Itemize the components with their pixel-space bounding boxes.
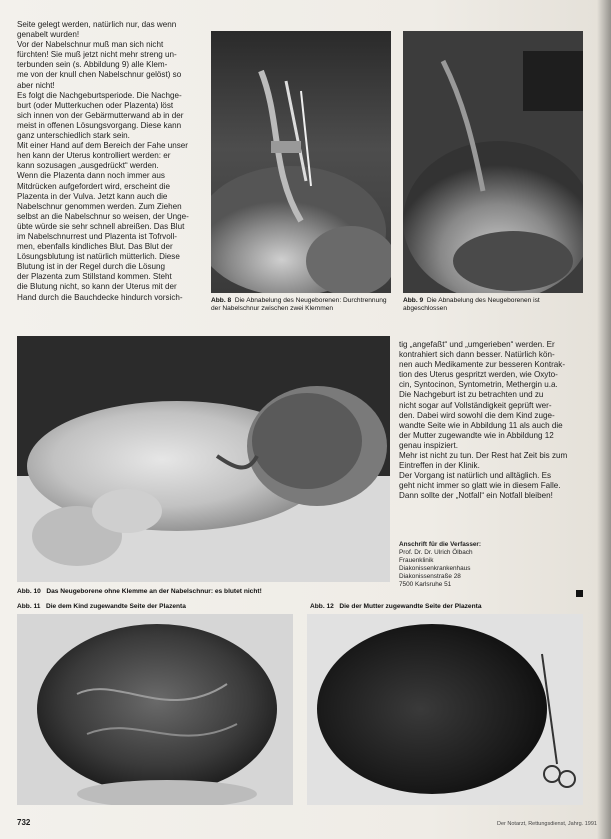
text-line: terbunden sein (s. Abbildung 9) alle Klem- (17, 60, 168, 70)
text-line: genabelt wurden! (17, 30, 80, 40)
end-of-article-mark (576, 590, 583, 597)
text-line: geht nicht immer so glatt wie in diesem Falle. (399, 481, 561, 491)
address-line: Diakonissenstraße 28 (399, 573, 461, 581)
text-line: nen auch Medikamente zur besseren Kontrak- (399, 360, 566, 370)
text-line: burt (oder Mutterkuchen oder Plazenta) löst (17, 100, 174, 110)
text-line: Dann sollte der „Notfall“ ein Notfall bleiben! (399, 491, 553, 501)
address-line: Frauenklinik (399, 557, 434, 565)
address-title: Anschrift für die Verfasser: (399, 541, 482, 548)
text-line: Vor der Nabelschnur muß man sich nicht (17, 40, 164, 50)
caption-fig8-label: Abb. 8 (211, 297, 232, 304)
caption-fig8 (211, 297, 393, 313)
text-line: Der Vorgang ist natürlich und alltäglich. Es (399, 471, 552, 481)
caption-fig10-text: Das Neugeborene ohne Klemme an der Nabelschnur: es blutet nicht! (46, 588, 262, 595)
caption-fig12-text: Die der Mutter zugewandte Seite der Plazenta (339, 603, 482, 610)
photo-fig9-cord-cut (403, 31, 583, 293)
text-line: im Nabelschnurrest und Plazenta ist Tofrvoll- (17, 231, 177, 241)
text-line: selbst an die Nabelschnur so weisen, der Unge- (17, 211, 189, 221)
author-address (399, 541, 559, 590)
caption-fig11 (17, 603, 297, 611)
text-line: Seite gelegt werden, natürlich nur, das wenn (17, 20, 177, 29)
photo-fig12-placenta-maternal-side (307, 614, 583, 805)
address-line: Prof. Dr. Dr. Ulrich Ölbach (399, 549, 473, 557)
text-line: übte würde sie sehr schnell abreißen. Das Blut (17, 221, 185, 231)
text-line: fürchten! Sie muß jetzt nicht mehr streng un- (17, 50, 177, 60)
caption-fig9-text: Die Abnabelung des Neugeborenen ist abgeschlossen (403, 297, 540, 312)
page-number: 732 (17, 818, 31, 827)
caption-fig12-label: Abb. 12 (310, 603, 334, 610)
caption-fig10-label: Abb. 10 (17, 588, 41, 595)
text-line: die Blutung nicht, so kann der Uterus mit der (17, 282, 177, 292)
photo-fig10-newborn (17, 336, 390, 582)
text-line: tion des Uterus gespritzt werden, wie Oxyto- (399, 370, 558, 380)
body-text-column-right (399, 340, 583, 502)
text-line: Eintreffen in der Klinik. (399, 461, 480, 471)
text-line: me von der knull chen Nabelschnur gelöst) so (17, 70, 182, 80)
text-line: tig „angefaßt“ und „umgerieben“ werden. Er (399, 340, 555, 349)
caption-fig8-text: Die Abnabelung des Neugeborenen: Durchtrennung der Nabelschnur zwischen zwei Klemmen (211, 297, 387, 312)
text-line: Mehr ist nicht zu tun. Der Rest hat Zeit bis zum (399, 451, 568, 461)
caption-fig12 (310, 603, 590, 611)
text-line: Hand durch die Bauchdecke hindurch vorsich- (17, 292, 183, 302)
text-line: Es folgt die Nachgeburtsperiode. Die Nachge- (17, 90, 182, 100)
caption-fig11-text: Die dem Kind zugewandte Seite der Plazenta (45, 603, 186, 610)
journal-footer: Der Notarzt, Rettungsdienst, Jahrg. 1991 (497, 821, 597, 827)
caption-fig9-label: Abb. 9 (403, 297, 424, 304)
text-line: hen kann der Uterus kontrolliert werden: er (17, 151, 171, 161)
body-text-column-left (17, 20, 207, 303)
text-line: den. Dabei wird sowohl die dem Kind zuge- (399, 410, 555, 420)
caption-fig9 (403, 297, 583, 313)
text-line: Blutung ist in der Regel durch die Lösung (17, 262, 166, 272)
caption-fig11-label: Abb. 11 (17, 603, 41, 610)
text-line: wandte Seite wie in Abbildung 11 als auch die (399, 420, 563, 430)
text-line: der Plazenta zum Stillstand kommen. Steht (17, 272, 172, 282)
text-line: kann sozusagen „ausgedrückt“ werden. (17, 161, 159, 171)
text-line: Lösungsblutung ist natürlich mütterlich. Diese (17, 252, 180, 262)
text-line: nicht sogar auf Vollständigkeit geprüft wer- (399, 400, 552, 410)
text-line: ganz unterschiedlich stark sein. (17, 131, 130, 141)
text-line: genau inspiziert. (399, 440, 458, 450)
address-line: Diakonissenkrankenhaus (399, 565, 471, 573)
text-line: men, ebenfalls kindliches Blut. Das Blut der (17, 242, 173, 252)
text-line: kontrahiert sich dann besser. Natürlich kön- (399, 350, 555, 360)
caption-fig10 (17, 588, 397, 596)
text-line: Wenn die Plazenta dann noch immer aus (17, 171, 165, 181)
text-line: meist in offenen Lösungsvorgang. Diese kann (17, 120, 182, 130)
text-line: Mit einer Hand auf dem Bereich der Fahe unser (17, 141, 188, 151)
photo-fig11-placenta-fetal-side (17, 614, 293, 805)
text-line: cin, Syntocinon, Syntometrin, Methergin u.a. (399, 380, 558, 390)
page-edge-shadow (597, 0, 611, 839)
photo-fig8-cord-clamping (211, 31, 391, 293)
text-line: Plazenta in der Vulva. Jetzt kann auch die (17, 191, 168, 201)
text-line: aber nicht! (17, 80, 55, 90)
text-line: Mitdrücken aufgefordert wird, erscheint die (17, 181, 170, 191)
text-line: Nabelschnur genommen werden. Zum Ziehen (17, 201, 182, 211)
text-line: sich innen von der Gebärmutterwand ab in der (17, 110, 184, 120)
text-line: der Mutter zugewandte wie in Abbildung 12 (399, 430, 554, 440)
address-line: 7500 Karlsruhe 51 (399, 581, 452, 589)
text-line: Die Nachgeburt ist zu betrachten und zu (399, 390, 544, 400)
